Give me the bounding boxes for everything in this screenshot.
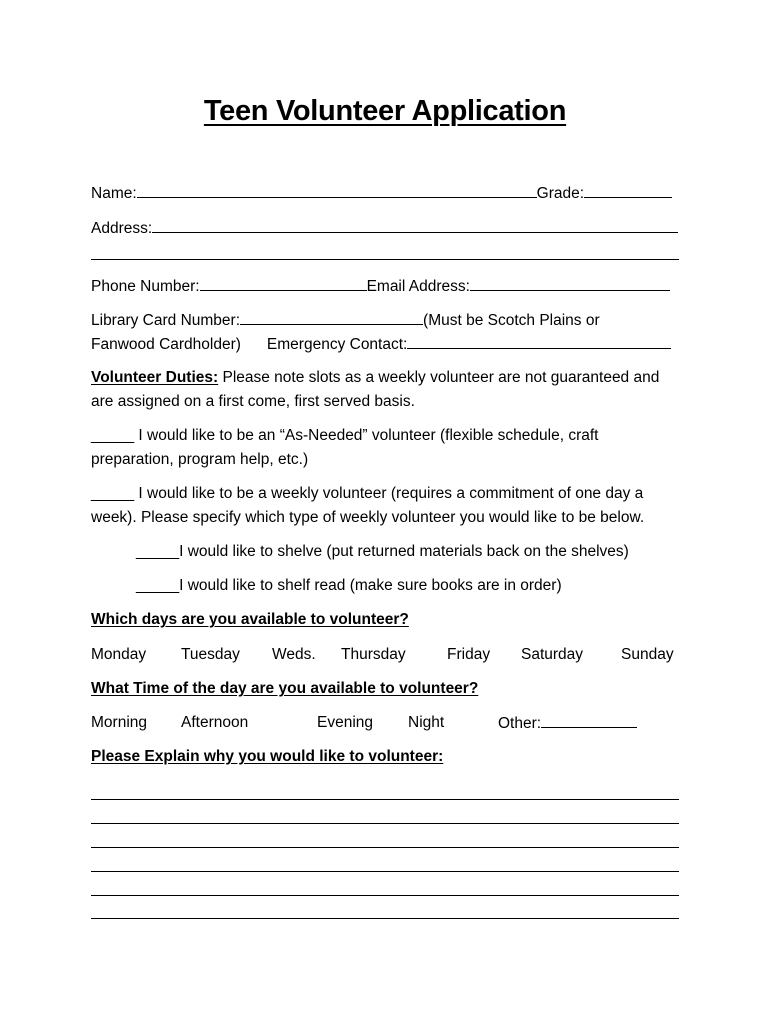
as-needed-blank[interactable]: _____ <box>91 427 135 444</box>
email-label: Email Address: <box>366 278 470 295</box>
weekly-blank[interactable]: _____ <box>91 485 135 502</box>
library-card-label: Library Card Number: <box>91 312 241 329</box>
address-field[interactable] <box>152 218 678 233</box>
library-card-note-2: Fanwood Cardholder) <box>91 336 241 353</box>
weekly-option <box>91 484 643 504</box>
day-saturday[interactable]: Saturday <box>521 646 584 663</box>
explain-answer-line[interactable] <box>91 847 679 848</box>
weekly-option-line-2 <box>91 508 644 528</box>
emergency-field[interactable] <box>407 334 671 349</box>
as-needed-text-1: I would like to be an “As-Needed” volunteer (flexible schedule, craft <box>134 427 599 444</box>
grade-field[interactable] <box>584 183 672 198</box>
duties-text-1: Please note slots as a weekly volunteer are not guaranteed and <box>218 369 660 386</box>
weekly-text-1: I would like to be a weekly volunteer (requires a commitment of one day a <box>134 485 644 502</box>
time-night[interactable]: Night <box>408 714 445 731</box>
name-label: Name: <box>91 185 137 202</box>
name-field[interactable] <box>137 183 537 198</box>
day-sunday[interactable]: Sunday <box>621 646 674 663</box>
day-monday[interactable]: Monday <box>91 646 147 663</box>
time-other-field[interactable] <box>541 713 637 728</box>
day-tuesday[interactable]: Tuesday <box>181 646 240 663</box>
time-afternoon[interactable]: Afternoon <box>181 714 249 731</box>
day-friday[interactable]: Friday <box>447 646 491 663</box>
shelve-text: I would like to shelve (put returned materials back on the shelves) <box>179 543 629 560</box>
duties-paragraph-line-1 <box>91 368 659 388</box>
phone-label: Phone Number: <box>91 278 200 295</box>
name-row <box>91 183 672 204</box>
as-needed-text-2: preparation, program help, etc.) <box>91 451 309 468</box>
grade-label: Grade: <box>536 185 585 202</box>
time-other <box>498 713 637 734</box>
weekly-text-2: week). Please specify which type of weekly volunteer you would like to be below. <box>91 509 645 526</box>
form-title: Teen Volunteer Application <box>203 95 567 127</box>
explain-answer-line[interactable] <box>91 918 679 919</box>
explain-answer-line[interactable] <box>91 895 679 896</box>
duties-heading: Volunteer Duties: <box>91 369 219 386</box>
explain-answer-line[interactable] <box>91 823 679 824</box>
times-heading: What Time of the day are you available to volunteer? <box>91 680 479 697</box>
address-field-line-2[interactable] <box>91 259 679 260</box>
duties-text-2: are assigned on a first come, first served basis. <box>91 393 415 410</box>
as-needed-option-line-2 <box>91 450 308 470</box>
shelf-read-text: I would like to shelf read (make sure books are in order) <box>179 577 562 594</box>
day-thursday[interactable]: Thursday <box>341 646 406 663</box>
address-label: Address: <box>91 220 153 237</box>
address-row <box>91 218 678 239</box>
library-card-note: (Must be Scotch Plains or <box>423 312 600 329</box>
explain-heading: Please Explain why you would like to volunteer: <box>91 748 444 765</box>
emergency-label: Emergency Contact: <box>266 336 408 353</box>
emergency-row <box>91 334 671 355</box>
time-other-label: Other: <box>498 715 542 732</box>
day-weds[interactable]: Weds. <box>272 646 316 663</box>
library-card-field[interactable] <box>240 310 423 325</box>
email-field[interactable] <box>470 276 670 291</box>
shelve-blank[interactable]: _____ <box>136 543 180 560</box>
duties-paragraph-line-2 <box>91 392 415 412</box>
phone-field[interactable] <box>200 276 367 291</box>
days-heading: Which days are you available to volunteer? <box>91 611 409 628</box>
explain-answer-line[interactable] <box>91 871 679 872</box>
time-morning[interactable]: Morning <box>91 714 147 731</box>
as-needed-option <box>91 426 599 446</box>
shelf-read-blank[interactable]: _____ <box>136 577 180 594</box>
library-card-row <box>91 310 600 331</box>
time-evening[interactable]: Evening <box>317 714 374 731</box>
explain-answer-line[interactable] <box>91 799 679 800</box>
shelve-option <box>136 542 629 562</box>
phone-email-row <box>91 276 670 297</box>
shelf-read-option <box>136 576 562 596</box>
